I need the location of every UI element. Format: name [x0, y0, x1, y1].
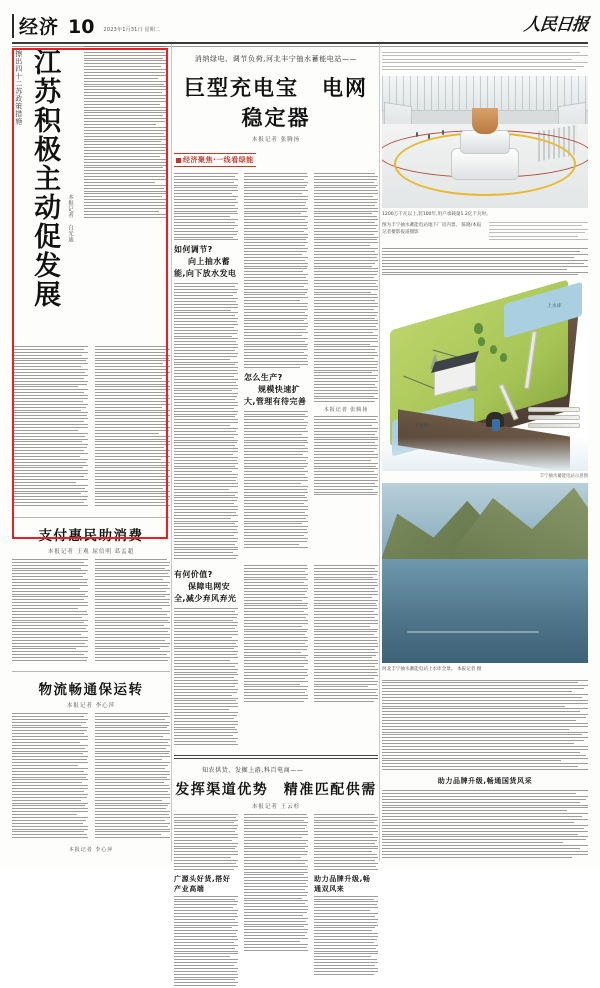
- body-text: [244, 173, 308, 368]
- diagram-note: 丰宁抽水蓄能电站示意图: [539, 474, 588, 480]
- body-text: [95, 346, 171, 506]
- photo-reservoir-caption: 河北丰宁抽水蓄能电站上水库全景。 本报记者 摄: [382, 667, 482, 673]
- right-bottom-text: [382, 790, 588, 857]
- diagram-label-lower: 下水库: [414, 424, 429, 430]
- article3-byline: 本报记者 李心萍: [66, 702, 116, 709]
- body-text: [174, 896, 238, 987]
- subheading: [244, 372, 308, 408]
- right-top-text: [382, 52, 588, 70]
- page-content: [12, 44, 588, 893]
- center-column: [174, 44, 378, 893]
- article-separator: [12, 517, 170, 518]
- section-badge-wrap: [174, 149, 378, 167]
- photo-person: [416, 132, 418, 137]
- right-bottom-head: 助力品牌升级,畅通国货风采: [437, 777, 533, 786]
- legend-swatch: [528, 423, 580, 428]
- body-text: [174, 814, 238, 870]
- bottom-headline: 发挥渠道优势 精准匹配供需: [175, 781, 377, 798]
- body-text: [244, 565, 308, 702]
- mid-byline: 本报记者 张腾扬: [323, 407, 369, 414]
- body-text: [314, 173, 378, 402]
- legend-swatch: [528, 415, 580, 420]
- diagram-label-upper: 上水库: [547, 304, 562, 310]
- body-text: [84, 46, 168, 218]
- lead-body-continued: [12, 346, 170, 508]
- publication-date: 2023年1月31日 星期二: [103, 27, 161, 33]
- body-text: [12, 713, 88, 838]
- lead-shoulder: 擦出四十二苏政策措施: [14, 50, 23, 125]
- body-text: [95, 713, 171, 838]
- photo-turbine-top: [472, 108, 498, 134]
- column-divider-2: [379, 44, 380, 861]
- badge-square-icon: [176, 158, 181, 163]
- sidebar-subhead-1: 广源头好货,搭好产业高端: [174, 874, 231, 893]
- left-column: [12, 44, 170, 861]
- right-diagram-intro: [382, 248, 588, 275]
- article2-headline: 支付惠民助消费: [38, 527, 144, 544]
- center-headline: 巨型充电宝 电网稳定器: [184, 76, 368, 130]
- sidebar-subhead-2: 助力品牌升级,畅通双风来: [314, 874, 371, 893]
- article3-headline: 物流畅通保运转: [38, 681, 144, 698]
- body-text: [12, 346, 88, 506]
- right-tail-text: [382, 680, 588, 771]
- center-byline: 本报记者 张腾扬: [251, 137, 301, 143]
- diagram-legend: [528, 407, 580, 431]
- column-divider-1: [171, 44, 172, 861]
- subheading-answer: 向上抽水蓄能,向下放水发电: [174, 257, 237, 279]
- body-text: [244, 411, 308, 548]
- right-caption-row: [382, 222, 588, 242]
- body-text: [174, 608, 238, 745]
- subheading-question: 如何调节?: [174, 245, 213, 255]
- body-text: [314, 896, 378, 975]
- body-text: [12, 559, 88, 661]
- masthead: [12, 12, 588, 44]
- body-text: [174, 283, 238, 559]
- subheading-answer: 保障电网安全,减少弃风弃光: [174, 581, 237, 603]
- photo-reservoir: [382, 483, 588, 663]
- body-text: [95, 559, 171, 661]
- article-separator: [12, 671, 170, 672]
- subheading-answer: 规模快速扩大,管理有待完善: [244, 384, 307, 406]
- body-text: [314, 416, 378, 495]
- center-body-mid: [174, 565, 378, 747]
- page-number: 10: [68, 16, 95, 38]
- subheading: [174, 244, 238, 280]
- diagram-pumped-storage: [382, 279, 588, 471]
- subheading: [174, 569, 238, 605]
- right-column: [382, 44, 588, 861]
- lead-body-top: [84, 46, 168, 219]
- two-column-body: [12, 559, 170, 663]
- bottom-byline: 本报记者 王云杉: [251, 803, 301, 810]
- photo-powerhouse: [382, 76, 588, 208]
- article-separator-double: [174, 755, 378, 759]
- photo-person: [428, 134, 430, 139]
- paper-logo: 人民日报: [522, 15, 589, 35]
- article-logistics: [12, 678, 170, 840]
- subheading-question: 怎么生产?: [244, 372, 283, 382]
- diagram-turbine: [492, 419, 500, 431]
- masthead-left: [12, 12, 160, 39]
- body-text: [314, 565, 378, 702]
- article-ecommerce: [174, 765, 378, 988]
- body-text: [244, 814, 308, 951]
- photo-person: [442, 130, 444, 135]
- two-column-body: [12, 713, 170, 840]
- body-text: [314, 814, 378, 870]
- center-body-top: [174, 173, 378, 561]
- bottom-body: [174, 814, 378, 988]
- lead-headline: 江苏积极主动促发展: [29, 48, 61, 309]
- body-text: [174, 173, 238, 240]
- body-text: [489, 222, 589, 240]
- photo-powerhouse-credit: 图为丰宁抽水蓄能电站地下厂房内景。 陈晓/本报记者摄影报道摄影: [382, 223, 482, 236]
- lead-article: [12, 44, 170, 344]
- diagram-mist: [382, 437, 588, 471]
- section-title: 经济: [19, 16, 60, 38]
- badge-label: 经济聚焦·一线看绿能: [183, 156, 254, 164]
- lead-byline: 本报记者 白光迪: [67, 194, 73, 243]
- photo-powerhouse-caption: 1200万千瓦以上,装100年,用户承载量1.2亿千瓦时。: [382, 211, 491, 217]
- article-payment: [12, 524, 170, 663]
- left-column-footer: 本报记者 李心萍: [68, 847, 114, 854]
- article2-byline: 本报记者 王观 屈信明 葛孟超: [47, 548, 135, 555]
- bottom-shoulder: 知农供货、发掘上游,科百电商——: [202, 766, 304, 774]
- photo-lake: [382, 559, 588, 663]
- diagram-stage: [382, 279, 588, 471]
- two-column-body: [12, 346, 170, 508]
- status-badge: [174, 153, 256, 167]
- legend-swatch: [528, 407, 580, 412]
- subheading-question: 有何价值?: [174, 569, 213, 579]
- center-shoulder: 消纳绿电、调节负荷,河北丰宁抽水蓄能电站——: [194, 55, 358, 63]
